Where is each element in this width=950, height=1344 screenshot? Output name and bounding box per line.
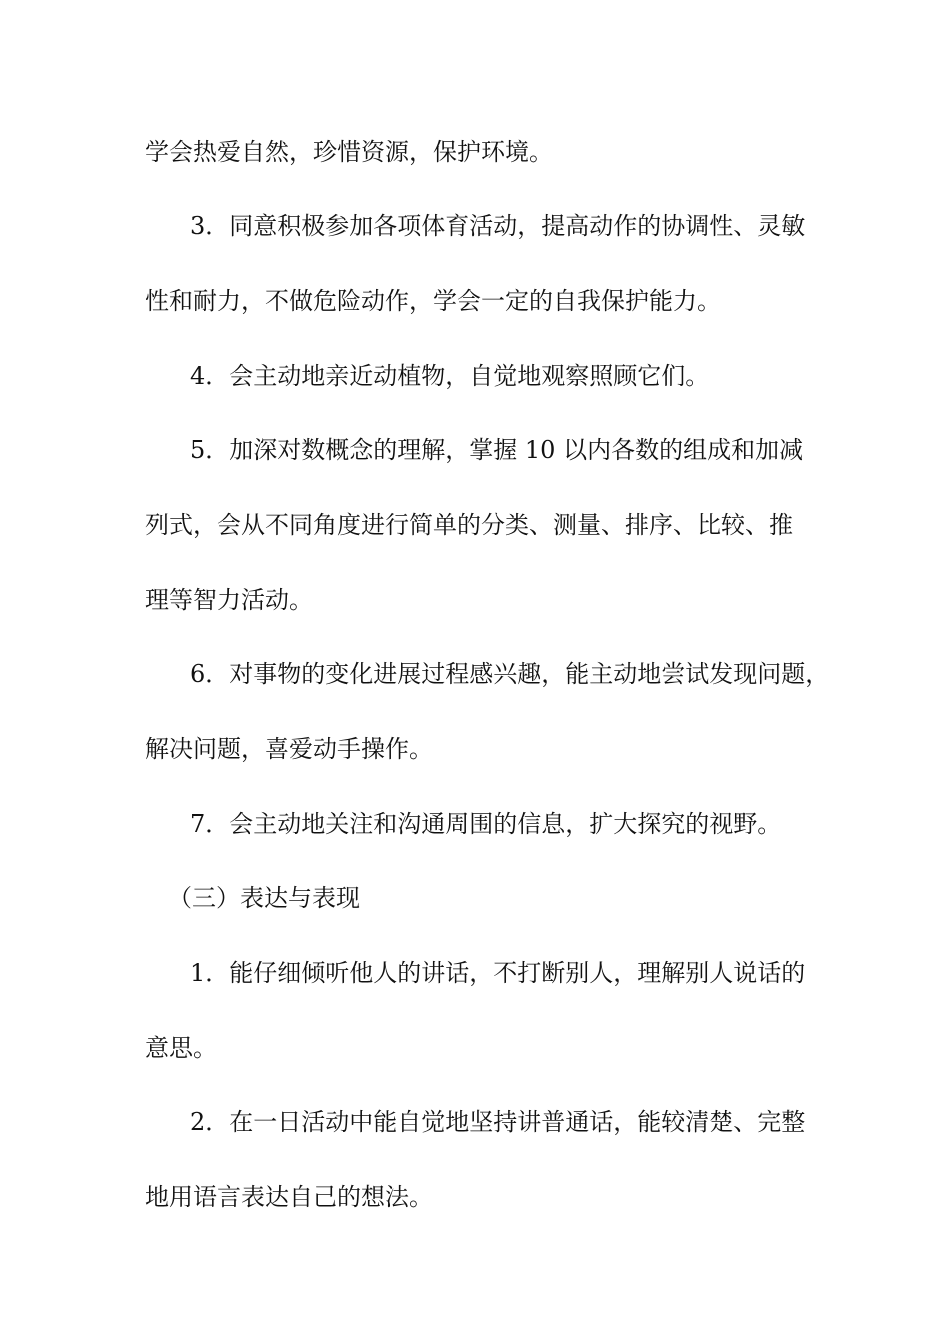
paragraph-line: 列式，会从不同角度进行简单的分类、测量、排序、比较、推 — [145, 511, 793, 539]
paragraph-line: 3．同意积极参加各项体育活动，提高动作的协调性、灵敏 — [190, 212, 806, 240]
paragraph-line: 6．对事物的变化进展过程感兴趣，能主动地尝试发现问题， — [190, 660, 830, 688]
paragraph-line: 5．加深对数概念的理解，掌握 10 以内各数的组成和加减 — [190, 436, 804, 464]
paragraph-line: 意思。 — [145, 1034, 217, 1062]
paragraph-line: 性和耐力，不做危险动作，学会一定的自我保护能力。 — [145, 287, 721, 315]
paragraph-line: 地用语言表达自己的想法。 — [145, 1183, 433, 1211]
section-heading: （三）表达与表现 — [168, 884, 360, 912]
paragraph-line: 4．会主动地亲近动植物，自觉地观察照顾它们。 — [190, 362, 710, 390]
paragraph-line: 1．能仔细倾听他人的讲话，不打断别人，理解别人说话的 — [190, 959, 806, 987]
paragraph-line: 2．在一日活动中能自觉地坚持讲普通话，能较清楚、完整 — [190, 1108, 806, 1136]
paragraph-line: 理等智力活动。 — [145, 586, 313, 614]
paragraph-line: 7．会主动地关注和沟通周围的信息，扩大探究的视野。 — [190, 810, 782, 838]
paragraph-line: 解决问题，喜爱动手操作。 — [145, 735, 433, 763]
paragraph-line: 学会热爱自然，珍惜资源，保护环境。 — [145, 138, 553, 166]
